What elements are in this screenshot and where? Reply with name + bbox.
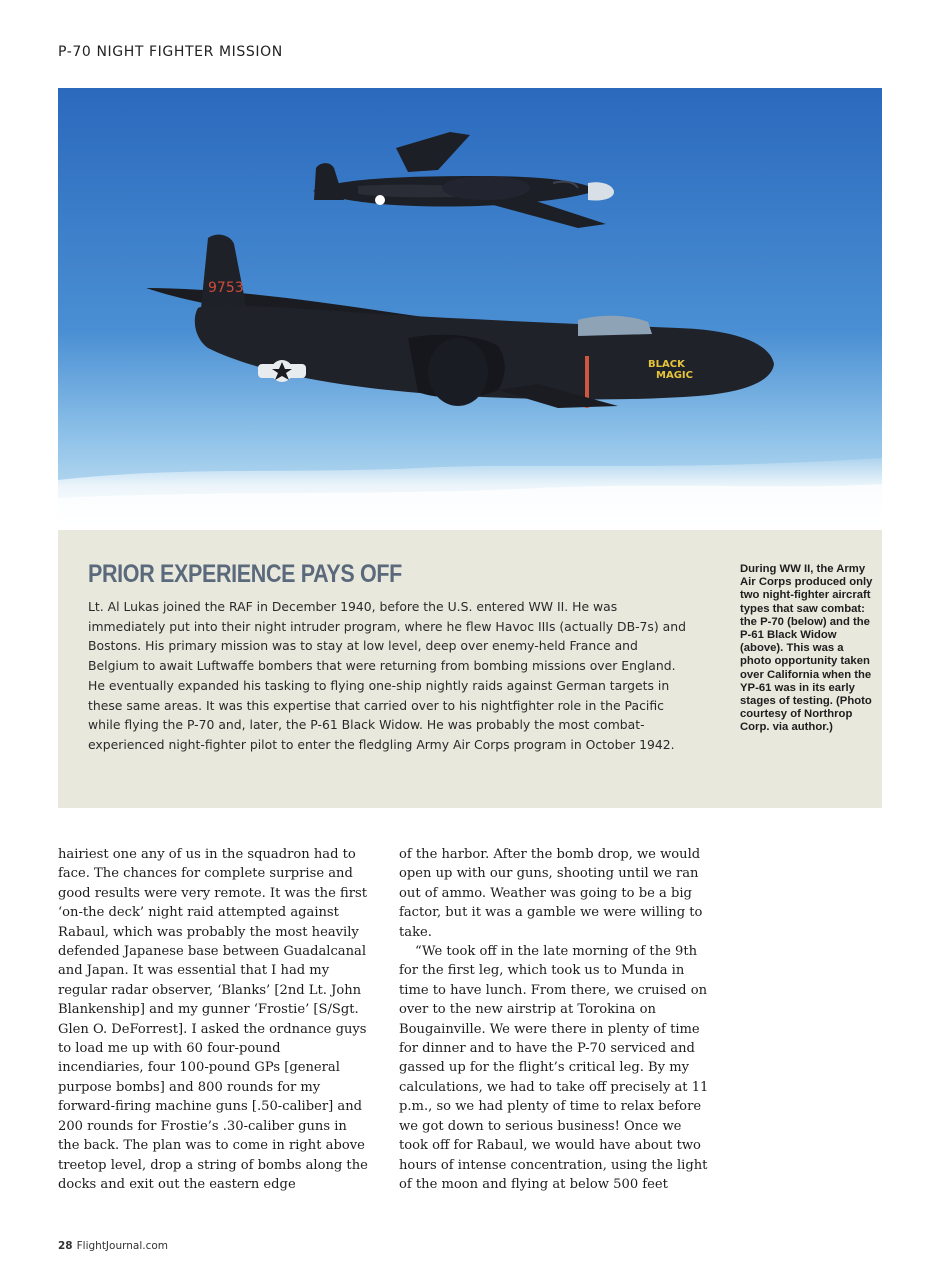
section-header: P-70 NIGHT FIGHTER MISSION [58, 44, 283, 60]
article-column-right [399, 845, 711, 1194]
aircraft-photo [58, 88, 882, 530]
article-column-left [58, 845, 370, 1194]
sidebar-title: PRIOR EXPERIENCE PAYS OFF [88, 560, 402, 588]
sidebar-body: Lt. Al Lukas joined the RAF in December 1940, before the U.S. entered WW II. He was immediately put into their night intruder program, where he flew Havoc IIIs (actually DB-7s) and Bostons. His primary mission was to stay at low level, deep over enemy-held France and Belgium to await Luftwaffe bombers that were returning from bombing missions over England. He eventually expanded his tasking to flying one-ship nightly raids against German targets in these same areas. It was this expertise that carried over to his nightfighter role in the Pacific while flying the P-70 and, later, the P-61 Black Widow. He was probably the most combat-experienced night-fighter pilot to enter the fledgling Army Air Corps program in October 1942. [88, 599, 686, 752]
photo-caption: During WW II, the Army Air Corps produced only two night-fighter aircraft types that saw combat: the P-70 (below) and the P-61 Black Widow (above). This was a photo opportunity taken over California when the YP-61 was in its early stages of testing. (Photo courtesy of Northrop Corp. via author.) [740, 563, 873, 734]
article-paragraph: “We took off in the late morning of the 9th for the first leg, which took us to Munda in time to have lunch. From there, we cruised on over to the new airstrip at Torokina on Bougainville. We were there in plenty of time for dinner and to have the P-70 serviced and gassed up for the flight’s critical leg. By my calculations, we had to take off precisely at 11 p.m., so we had plenty of time to relax before we got down to serious business! Once we took off for Rabaul, we would have about two hours of intense concentration, using the light of the moon and flying at below 500 feet [399, 944, 709, 1192]
sky [58, 88, 882, 530]
article-paragraph: of the harbor. After the bomb drop, we would open up with our guns, shooting until we ran out of ammo. Weather was going to be a big factor, but it was a gamble we were willing to take. [399, 847, 703, 940]
article-paragraph: hairiest one any of us in the squadron had to face. The chances for complete surprise and good results were very remote. It was the first ‘on-the deck’ night raid attempted against Rabaul, which was probably the most heavily defended Japanese base between Guadalcanal and Japan. It was essential that I had my regular radar observer, ‘Blanks’ [2nd Lt. John Blankenship] and my gunner ‘Frostie’ [S/Sgt. Glen O. DeForrest]. I asked the ordnance guys to load me up with 60 four-pound incendiaries, four 100-pound GPs [general purpose bombs] and 800 rounds for my forward-firing machine guns [.50-caliber] and 200 rounds for Frostie’s .30-caliber guns in the back. The plan was to come in right above treetop level, drop a string of bombs along the docks and exit out the eastern edge [58, 847, 368, 1192]
svg-text:MAGIC: MAGIC [656, 370, 693, 381]
page-footer [58, 1240, 168, 1252]
sidebar-box [58, 530, 882, 808]
svg-text:BLACK: BLACK [648, 359, 685, 370]
footer-site: FlightJournal.com [76, 1240, 169, 1252]
page-number: 28 [58, 1240, 73, 1252]
svg-text:9753: 9753 [208, 280, 244, 296]
